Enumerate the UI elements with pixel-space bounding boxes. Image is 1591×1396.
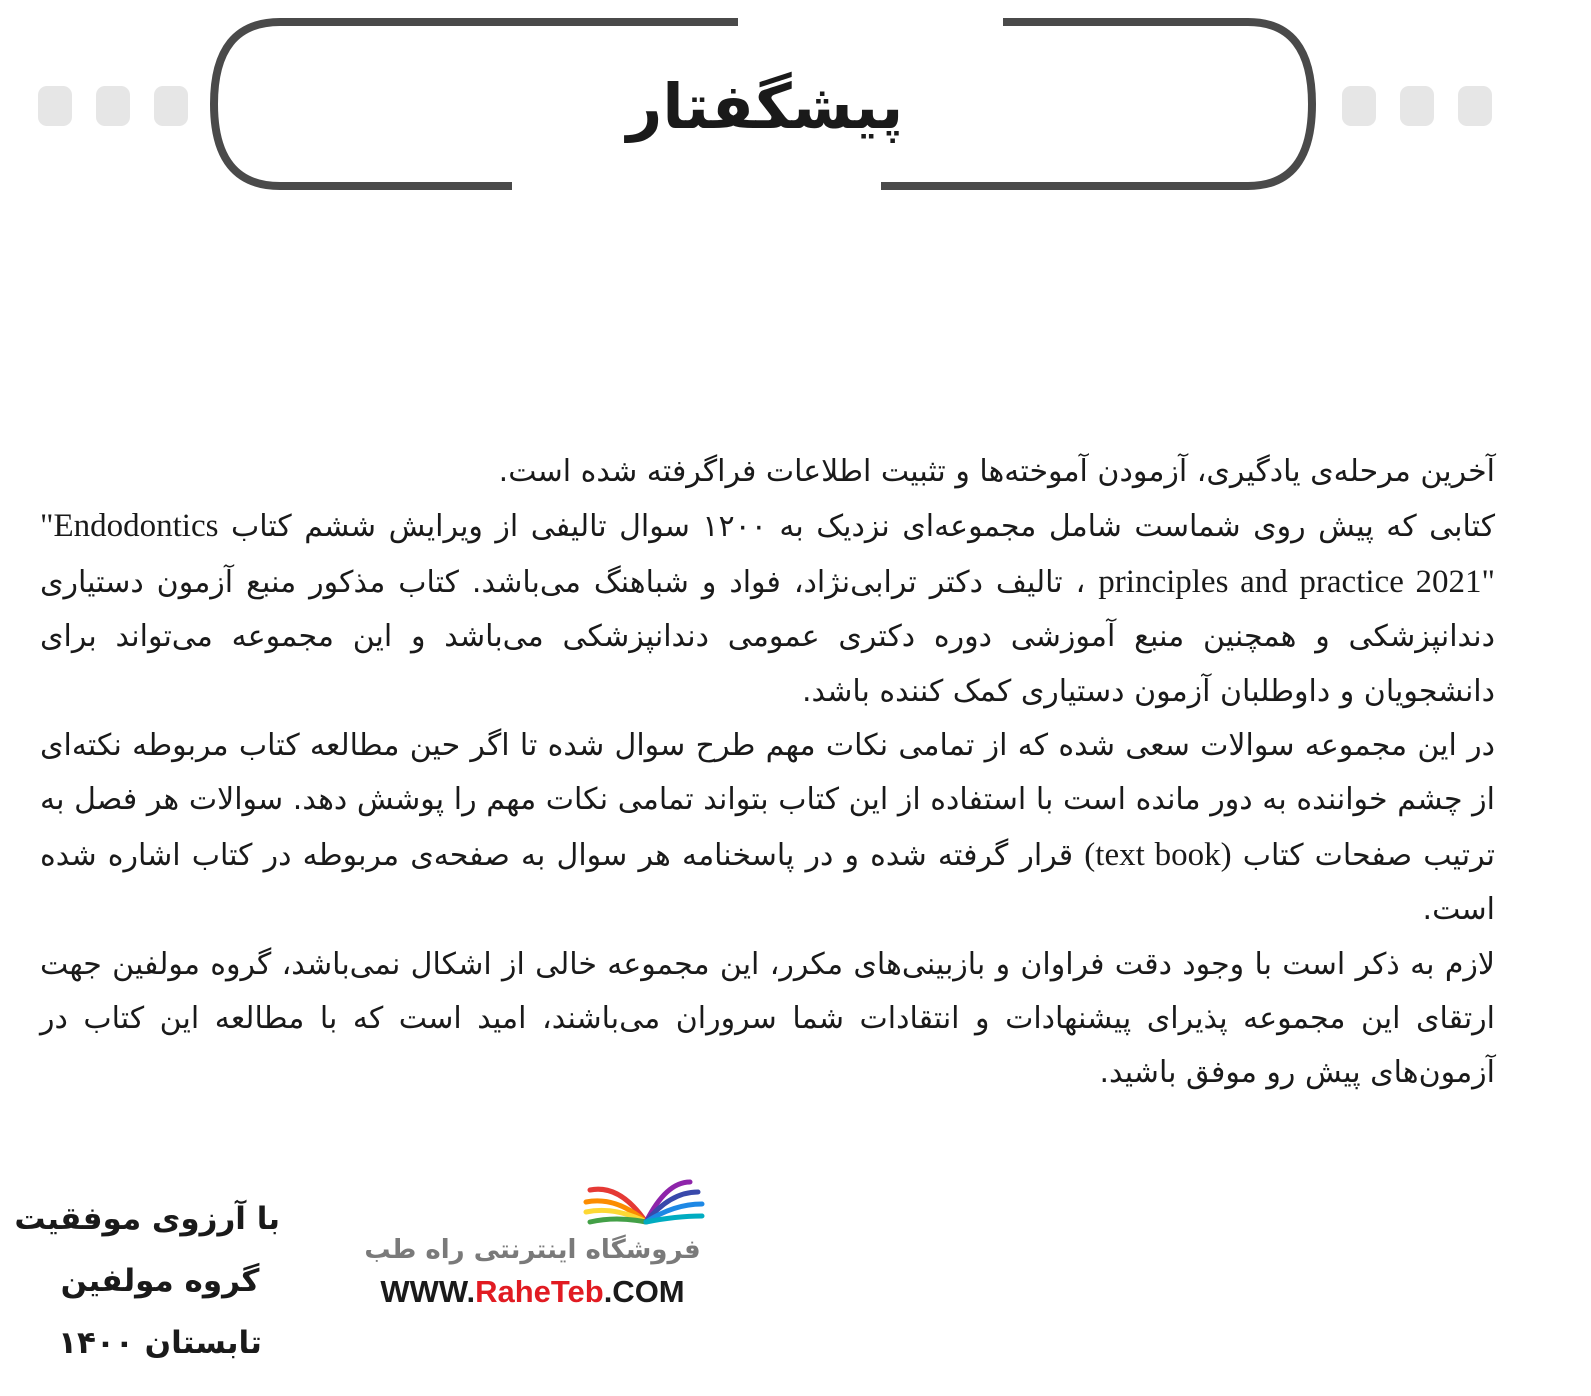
paragraph-text: کتابی که پیش روی شماست شامل مجموعه‌ای نزدیک به ۱۲۰۰ سوال تالیفی از ویرایش ششم کتاب xyxy=(218,509,1495,545)
latin-text: (text book) xyxy=(1084,836,1232,873)
header-banner xyxy=(0,0,1591,220)
paragraph-text: ، تالیف دکتر ترابی‌نژاد، فواد و شباهنگ می‌باشد. کتاب مذکور منبع آزمون دستیاری دندانپزشکی و همچنین منبع آموزشی دوره دکتری عمومی دندانپزشکی می‌باشد و این مجموعه می‌تواند برای دانشجویان و داوطلبان آزمون دستیاری کمک کننده باشد. xyxy=(40,564,1495,709)
paragraph-text: آخرین مرحله‌ی یادگیری، آزمودن آموخته‌ها و تثبیت اطلاعات فراگرفته شده است. xyxy=(498,454,1495,489)
preface-paragraph xyxy=(40,938,1495,1101)
decor-dot xyxy=(1342,86,1376,126)
paragraph-text: لازم به ذکر است با وجود دقت فراوان و بازبینی‌های مکرر، این مجموعه خالی از اشکال نمی‌باشد، گروه مولفین جهت ارتقای این مجموعه پذیرای پیشنهادات و انتقادات شما سروران می‌باشند، امید است که با مطالعه این کتاب در آزمون‌های پیش رو موفق باشید. xyxy=(40,946,1495,1091)
store-logo xyxy=(360,1170,720,1320)
paragraph-text: در این مجموعه سوالات سعی شده که از تمامی نکات مهم طرح سوال شده تا اگر حین مطالعه کتاب مربوطه نکته‌ای از چشم خواننده به دور مانده است با استفاده از این کتاب بتواند تمامی نکات مهم را پوشش دهد. سوالات هر فصل به ترتیب صفحات کتاب xyxy=(40,728,1495,873)
signature-date: تابستان ۱۴۰۰ xyxy=(58,1325,262,1361)
decor-dot xyxy=(38,86,72,126)
store-url-suffix: .COM xyxy=(603,1274,685,1309)
store-name: فروشگاه اینترنتی راه طب xyxy=(364,1235,701,1265)
paragraph-text: قرار گرفته شده و در پاسخنامه هر سوال به صفحه‌ی مربوطه در کتاب اشاره شده است. xyxy=(40,837,1495,928)
signature-block xyxy=(14,1188,280,1374)
preface-paragraph xyxy=(40,499,1495,719)
store-url-prefix: WWW. xyxy=(380,1274,476,1309)
decor-dot xyxy=(154,86,188,126)
open-book-rainbow-icon xyxy=(360,1170,720,1232)
preface-paragraph xyxy=(40,445,1495,499)
preface-body xyxy=(40,445,1495,1101)
page-title: پیشگفتار xyxy=(626,70,904,143)
store-url-brand: RaheTeb xyxy=(475,1274,604,1309)
decor-dot xyxy=(1400,86,1434,126)
store-url[interactable] xyxy=(360,1272,705,1312)
signature-wish: با آرزوی موفقیت xyxy=(14,1201,280,1237)
decor-dot xyxy=(1458,86,1492,126)
decor-dot xyxy=(96,86,130,126)
latin-text: "Endodontics principles and practice 2021" xyxy=(40,508,1495,600)
preface-paragraph xyxy=(40,719,1495,938)
signature-authors: گروه مولفین xyxy=(60,1263,260,1299)
